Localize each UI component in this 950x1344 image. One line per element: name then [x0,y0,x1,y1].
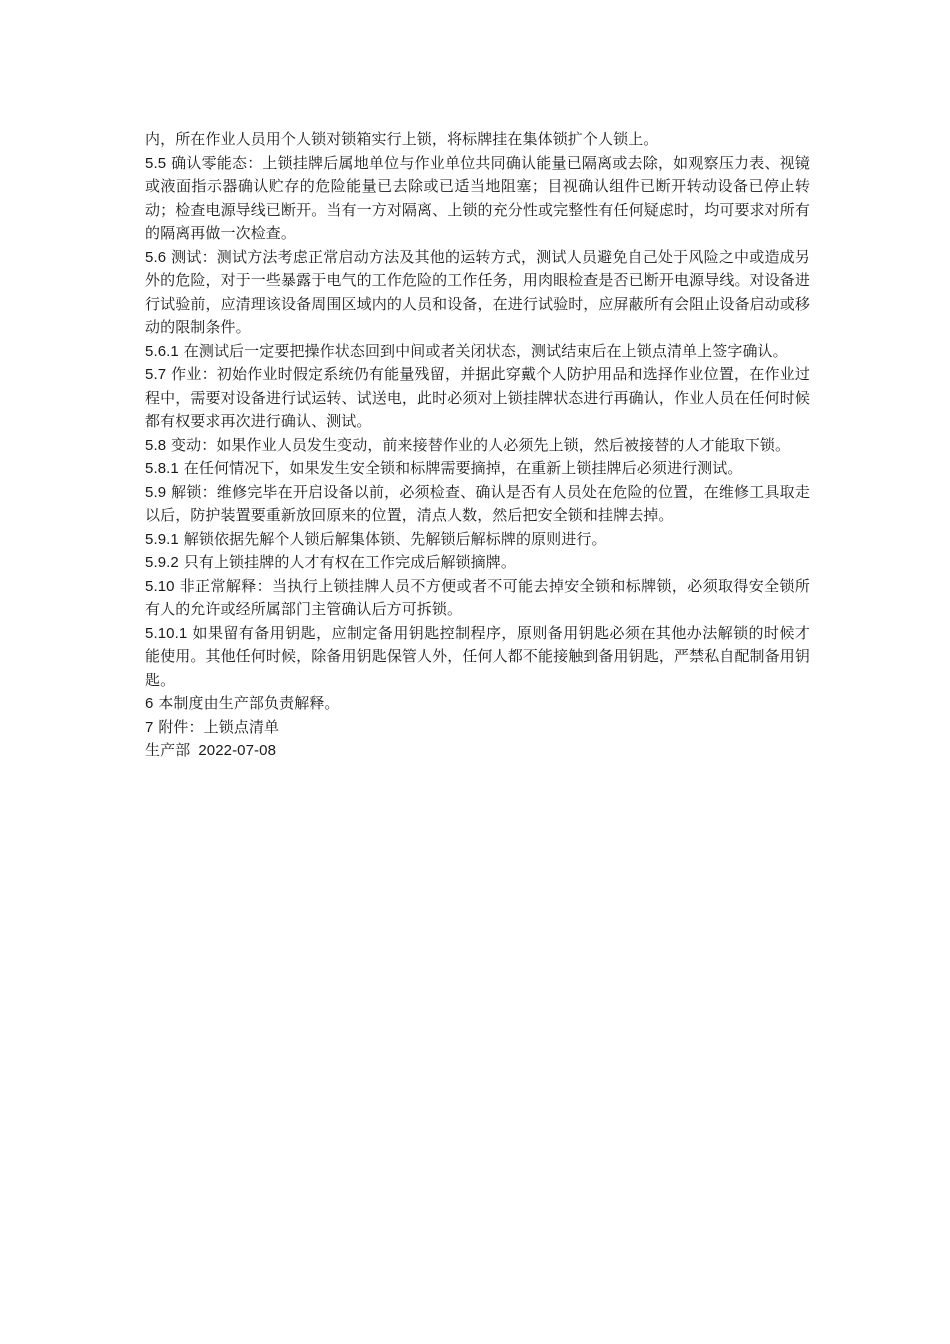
paragraph-text: 作业：初始作业时假定系统仍有能量残留，并据此穿戴个人防护用品和选择作业位置，在作业过程中，需要对设备进行试运转、试送电，此时必须对上锁挂牌状态进行再确认，作业人员在任何时候都有权要求再次进行确认、测试。 [145,365,810,430]
signature-date: 2022-07-08 [198,742,277,759]
paragraph [145,128,810,152]
paragraph-number: 5.6 [145,248,167,266]
paragraph-text: 只有上锁挂牌的人才有权在工作完成后解锁摘牌。 [178,553,516,571]
paragraph [145,246,810,340]
paragraph-text: 在测试后一定要把操作状态回到中间或者关闭状态，测试结束后在上锁点清单上签字确认。 [178,341,788,360]
paragraph-text: 解锁依据先解个人锁后解集体锁、先解锁后解标牌的原则进行。 [178,529,607,548]
paragraph-number: 5.9.2 [145,554,179,571]
paragraph-number: 5.8.1 [145,460,179,477]
paragraph [145,363,810,434]
paragraph-text: 解锁：维修完毕在开启设备以前，必须检查、确认是否有人员处在危险的位置，在维修工具取走以后，防护装置要重新放回原来的位置，清点人数，然后把安全锁和挂牌去掉。 [145,482,810,524]
paragraph [145,575,810,622]
paragraph [145,716,810,740]
paragraph [145,692,810,716]
paragraph [145,152,810,246]
paragraph [145,551,810,575]
paragraph-number: 7 [145,718,154,736]
paragraph-number: 5.10.1 [145,624,188,642]
paragraph [145,622,810,693]
signature-line [145,739,810,763]
paragraph-text: 确认零能态：上锁挂牌后属地单位与作业单位共同确认能量已隔离或去除，如观察压力表、视镜或液面指示器确认贮存的危险能量已去除或已适当地阻塞；目视确认组件已断开转动设备已停止转动；检查电源导线已断开。当有一方对隔离、上锁的充分性或完整性有任何疑虑时，均可要求对所有的隔离再做一次检查。 [145,153,810,242]
paragraph [145,340,810,364]
paragraph-number: 5.6.1 [145,342,179,360]
paragraph-text: 附件：上锁点清单 [153,717,280,736]
paragraph [145,528,810,552]
paragraph-number: 6 [145,695,154,712]
paragraph-text: 非正常解释：当执行上锁挂牌人员不方便或者不可能去掉安全锁和标牌锁，必须取得安全锁所有人的允许或经所属部门主管确认后方可拆锁。 [145,576,810,618]
paragraph [145,481,810,528]
paragraph-text: 变动：如果作业人员发生变动，前来接替作业的人必须先上锁，然后被接替的人才能取下锁。 [166,435,791,454]
paragraph-number: 5.10 [145,577,175,595]
paragraph-text: 测试：测试方法考虑正常启动方法及其他的运转方式，测试人员避免自己处于风险之中或造成另外的危险，对于一些暴露于电气的工作危险的工作任务，用肉眼检查是否已断开电源导线。对设备进行试验前，应清理该设备周围区域内的人员和设备，在进行试验时，应屏蔽所有会阻止设备启动或移动的限制条件。 [145,247,810,336]
document-body [145,128,810,763]
paragraph [145,434,810,458]
paragraph-number: 5.9.1 [145,530,179,548]
paragraph-text: 内，所在作业人员用个人锁对锁箱实行上锁，将标牌挂在集体锁扩个人锁上。 [145,130,659,148]
paragraph-text: 如果留有备用钥匙，应制定备用钥匙控制程序，原则备用钥匙必须在其他办法解锁的时候才能使用。其他任何时候，除备用钥匙保管人外，任何人都不能接触到备用钥匙，严禁私自配制备用钥匙。 [145,623,810,689]
paragraph-number: 5.5 [145,154,167,172]
paragraph-number: 5.8 [145,436,167,454]
signature-department: 生产部 [145,741,191,759]
paragraph-number: 5.7 [145,366,167,383]
paragraph-number: 5.9 [145,483,167,501]
paragraph [145,457,810,481]
paragraph-text: 在任何情况下，如果发生安全锁和标牌需要摘掉，在重新上锁挂牌后必须进行测试。 [178,459,743,477]
paragraph-text: 本制度由生产部负责解释。 [153,694,340,712]
